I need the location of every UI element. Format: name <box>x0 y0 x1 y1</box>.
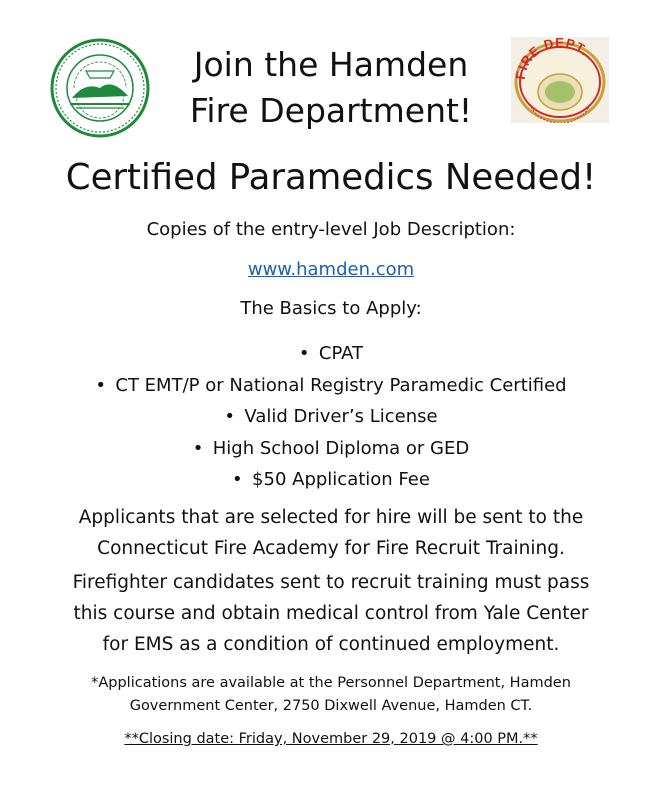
town-of-hamden-seal-icon <box>50 38 150 138</box>
website-line <box>0 259 662 281</box>
requirement-text: $50 Application Fee <box>252 469 430 490</box>
requirement-text: CPAT <box>318 343 364 364</box>
list-item <box>0 370 662 402</box>
paragraph-line: Connecticut Fire Academy for Fire Recruit Training. <box>97 538 565 559</box>
list-item <box>0 464 662 496</box>
closing-date-text: **Closing date: Friday, November 29, 2019 @ 4:00 PM.** <box>124 731 538 747</box>
title-line-1: Join the Hamden <box>193 45 469 84</box>
applications-note <box>30 672 632 718</box>
paragraph-line: Applicants that are selected for hire will be sent to the <box>78 507 584 528</box>
note-line: Government Center, 2750 Dixwell Avenue, Hamden CT. <box>129 698 533 714</box>
list-item <box>0 338 662 370</box>
list-item <box>0 401 662 433</box>
fire-dept-seal-text: FIRE DEPT. <box>512 37 593 81</box>
academy-paragraph <box>30 502 632 564</box>
bullet-icon: • <box>192 437 204 459</box>
bullet-icon: • <box>224 406 236 427</box>
copies-text: Copies of the entry-level Job Description: <box>146 219 516 240</box>
recruit-training-paragraph <box>30 567 632 660</box>
headline: Certified Paramedics Needed! <box>65 157 597 198</box>
bullet-icon: • <box>95 374 107 396</box>
closing-date <box>0 729 662 749</box>
note-line: *Applications are available at the Personnel Department, Hamden <box>91 675 571 691</box>
paragraph-line: Firefighter candidates sent to recruit training must pass <box>72 572 590 593</box>
paragraph-line: for EMS as a condition of continued employment. <box>102 634 560 655</box>
fire-dept-seal-icon <box>511 37 609 123</box>
requirements-list <box>0 338 662 496</box>
list-item <box>0 433 662 465</box>
requirement-text: Valid Driver’s License <box>244 406 438 427</box>
basics-heading: The Basics to Apply: <box>240 298 422 319</box>
bullet-icon: • <box>298 343 310 364</box>
title-line-2: Fire Department! <box>189 91 473 130</box>
paragraph-line: this course and obtain medical control from Yale Center <box>73 603 589 624</box>
bullet-icon: • <box>232 469 243 490</box>
requirement-text: High School Diploma or GED <box>212 437 470 459</box>
website-link[interactable]: www.hamden.com <box>247 259 415 280</box>
requirement-text: CT EMT/P or National Registry Paramedic Certified <box>115 374 567 396</box>
page-title <box>150 42 512 134</box>
